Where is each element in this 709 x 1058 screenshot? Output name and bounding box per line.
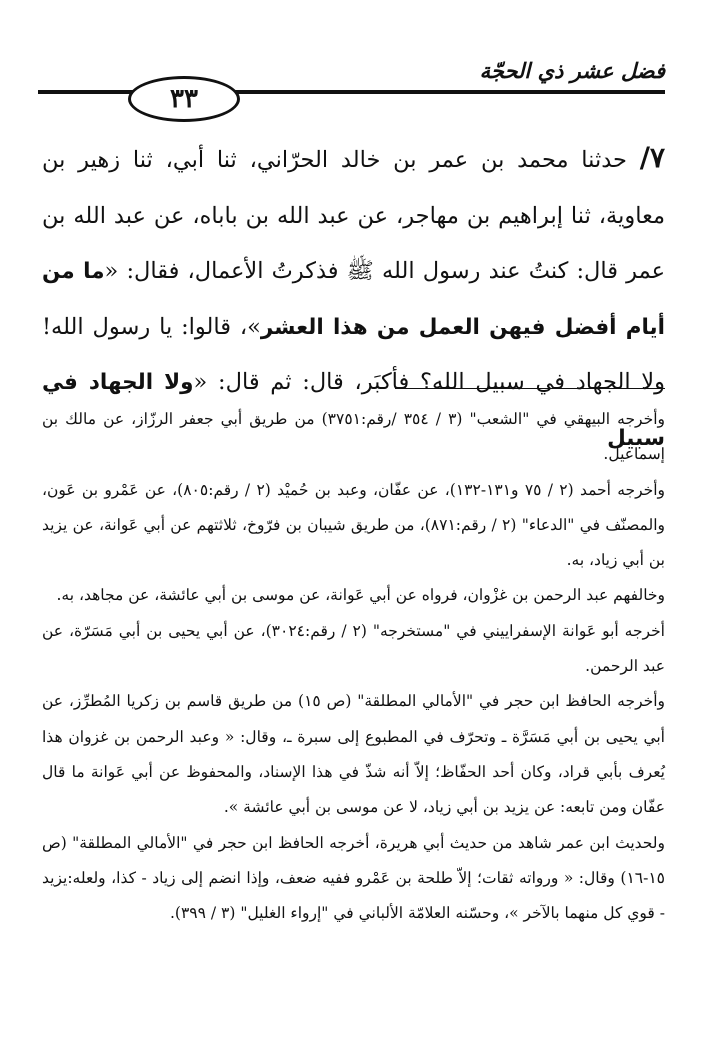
hadith-quote-2: ولا الجهاد في سبيل: [42, 370, 665, 451]
hadith-quote-1: ما من أيام أفضل فيهن العمل من هذا العشر: [42, 259, 665, 340]
footnote-paragraph: وخالفهم عبد الرحمن بن غزْوان، فرواه عن أبي عَوانة، عن موسى بن أبي عائشة، عن مجاهد، به.: [56, 586, 665, 605]
footnote-paragraph: وأخرجه البيهقي في "الشعب" (٣ / ٣٥٤ /رقم:٣٧٥١) من طريق أبي جعفر الرزّاز، عن مالك بن إسماعيل.: [42, 410, 665, 464]
footnote-separator: [395, 388, 665, 389]
footnotes: [42, 402, 665, 931]
footnote-paragraph: أخرجه أبو عَوانة الإسفراييني في "مستخرجه" (٢ / رقم:٣٠٢٤)، عن أبي يحيى بن أبي مَسَرّة، عن عبد الرحمن.: [42, 621, 665, 676]
footnote-paragraph: وأخرجه الحافظ ابن حجر في "الأمالي المطلقة" (ص ١٥) من طريق قاسم بن زكريا المُطرِّز، عن أبي يحيى بن أبي مَسَرَّة ـ وتحرّف في المطبوع إلى سبرة ـ، وقال: « وعبد الرحمن بن غزوان هذا يُعرف بأبي قراد، وكان أحد الحفّاظ؛ إلاّ أنه شذّ في هذا الإسناد، والمحفوظ عن أبي عَوانة ما قال عفّان ومن تابعه: عن يزيد بن أبي زياد، لا عن موسى بن أبي عائشة ».: [42, 692, 665, 817]
page-number: ٣٣: [128, 76, 240, 122]
hadith-number: ٧/: [639, 141, 666, 174]
running-title: فضل عشر ذي الحجّة: [479, 58, 665, 83]
footnote-paragraph: ولحديث ابن عمر شاهد من حديث أبي هريرة، أخرجه الحافظ ابن حجر في "الأمالي المطلقة" (ص ١٥-١٦) وقال: « ورواته ثقات؛ إلاّ طلحة بن عَمْرو ففيه ضعف، وإذا انضم إلى زياد - كذا، ولعله:يزيد - قوي كل منهما بالآخر »، وحسّنه العلامّة الألباني في "إرواء الغليل" (٣ / ٣٩٩).: [42, 833, 665, 923]
hadith-continuation: »، قالوا: يا رسول الله! ولا الجهاد في سبيل الله؟ فأكبَر، قال: ثم قال: «: [42, 313, 665, 395]
hadith-chain: حدثنا محمد بن عمر بن خالد الحرّاني، ثنا أبي، ثنا زهير بن معاوية، ثنا إبراهيم بن مهاجر، عن عبد الله بن باباه، عن عبد الله بن عمر قال: كنتُ عند رسول الله ﷺ فذكرتُ الأعمال، فقال: «: [42, 147, 666, 284]
footnote-paragraph: وأخرجه أحمد (٢ / ٧٥ و١٣١-١٣٢)، عن عفّان، وعبد بن حُميْد (٢ / رقم:٨٠٥)، عن عَمْرو بن عَون، والمصنّف في "الدعاء" (٢ / رقم:٨٧١)، من طريق شيبان بن فرّوخ، ثلاثتهم عن أبي عَوانة، عن يزيد بن أبي زياد، به.: [42, 480, 666, 570]
